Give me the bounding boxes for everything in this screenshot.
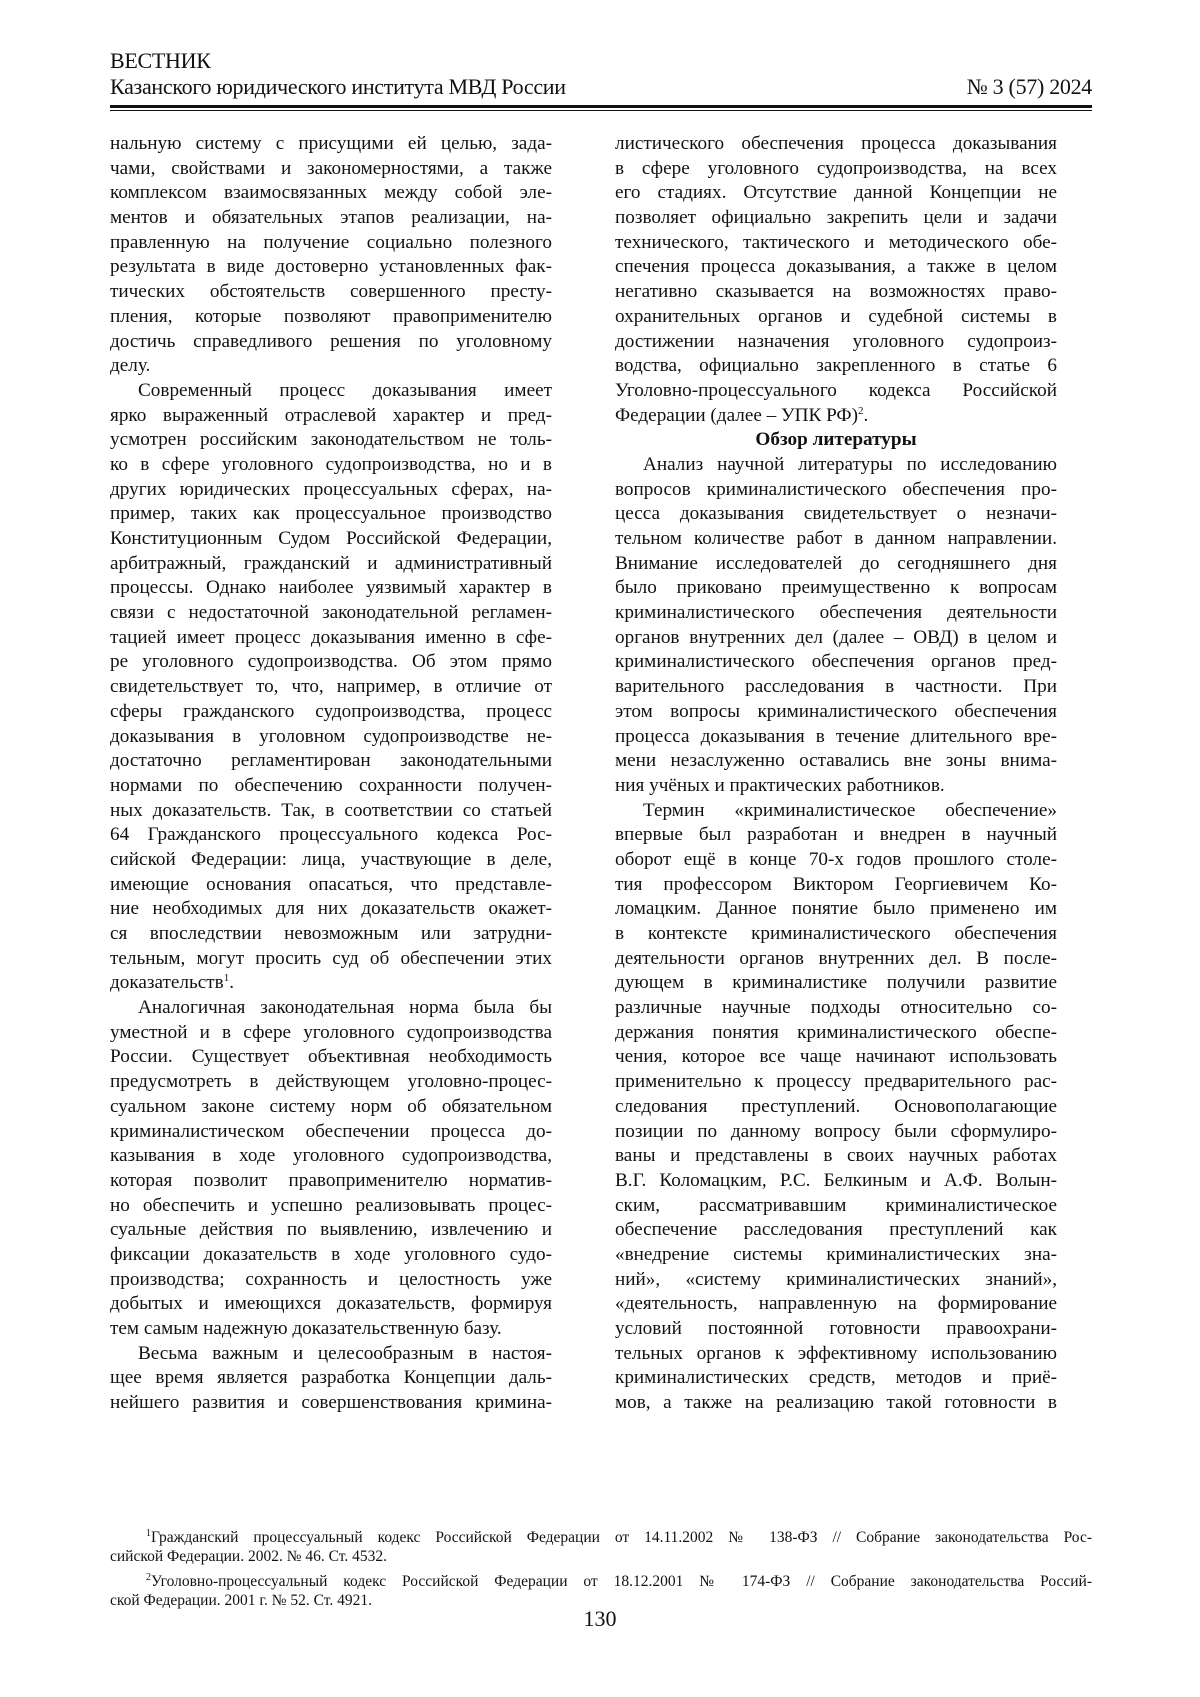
text-line: позволяет официально закрепить цели и задачи — [615, 207, 1057, 229]
text-line: водства, официально закрепленного в статье 6 — [615, 355, 1057, 377]
footnote-1-cont: сийской Федерации. 2002. № 46. Ст. 4532. — [110, 1548, 387, 1565]
text-line: тельных органов к эффективному использованию — [615, 1342, 1057, 1364]
journal-subtitle-row — [110, 74, 1092, 100]
footnote-number: 1 — [146, 1528, 151, 1539]
text-line: тем самым надежную доказательственную базу. — [110, 1318, 502, 1339]
text-line: условий постоянной готовности правоохрани- — [615, 1318, 1057, 1339]
text-line: но обеспечить и успешно реализовывать процес- — [110, 1194, 552, 1216]
text-line: применительно к процессу предварительного рас- — [615, 1071, 1057, 1093]
text-line: спечения процесса доказывания, а также в целом — [615, 256, 1057, 278]
text-line: суальном законе систему норм об обязательном — [110, 1095, 552, 1117]
text-line: дующем в криминалистике получили развитие — [615, 972, 1057, 994]
text-line: В.Г. Коломацким, Р.С. Белкиным и А.Ф. Волын- — [615, 1169, 1057, 1191]
text-line: негативно сказывается на возможностях право- — [615, 281, 1057, 303]
text-line: впервые был разработан и внедрен в научный — [615, 824, 1057, 846]
text-line: в контексте криминалистического обеспечения — [615, 923, 1057, 944]
text-line: имеющие основания опасаться, что представле- — [110, 873, 552, 895]
text-line: технического, тактического и методического обе- — [615, 231, 1057, 253]
text-line: 64 Гражданского процессуального кодекса Рос- — [110, 824, 552, 846]
text-line: деятельности органов внутренних дел. В после- — [615, 947, 1057, 969]
left-column — [110, 132, 552, 1416]
text-line: было приковано преимущественно к вопросам — [615, 577, 1057, 599]
text-line: арбитражный, гражданский и административный — [110, 552, 552, 574]
footnote-number: 2 — [146, 1572, 151, 1583]
text-line: достичь справедливого решения по уголовному — [110, 330, 552, 352]
text-line: «внедрение системы криминалистических зна- — [615, 1243, 1057, 1265]
header-rule-thick — [110, 105, 1092, 108]
footnote-ref-2[interactable]: 2 — [857, 404, 864, 417]
text-line: других юридических процессуальных сферах, на- — [110, 478, 552, 500]
text-line: органов внутренних дел (далее – ОВД) в целом и — [615, 626, 1057, 648]
text-line: «деятельность, направленную на формирование — [615, 1293, 1057, 1315]
text-line: предусмотреть в действующем уголовно-процес- — [110, 1071, 552, 1093]
text-line: щее время является разработка Концепции даль- — [110, 1367, 552, 1389]
text-line: ваны и представлены в своих научных работах — [615, 1145, 1057, 1167]
text-line: сийской Федерации: лица, участвующие в деле, — [110, 848, 552, 870]
text-line: ским, рассматривавшим криминалистическое — [615, 1194, 1057, 1216]
paragraph-start: Современный процесс доказывания имеет — [138, 379, 552, 401]
text-line: достижении назначения уголовного судопроиз- — [615, 330, 1057, 352]
text-line: добытых и имеющихся доказательств, формируя — [110, 1293, 552, 1315]
text-line: ных доказательств. Так, в соответствии со статьей — [110, 799, 552, 821]
text-line: комплексом взаимосвязанных между собой эле- — [110, 182, 552, 204]
text-line: ломацким. Данное понятие было применено им — [615, 898, 1057, 920]
text-line: этом вопросы криминалистического обеспечения — [615, 700, 1057, 722]
text-line: достаточно регламентирован законодательными — [110, 750, 552, 772]
text-line: Конституционным Судом Российской Федерации, — [110, 528, 552, 549]
text-line: нейшего развития и совершенствования кримина- — [110, 1392, 552, 1414]
text-line: ре уголовного судопроизводства. Об этом прямо — [110, 651, 552, 673]
text-line: в сфере уголовного судопроизводства, на всех — [615, 157, 1057, 179]
text-line: процессы. Однако наиболее уязвимый характер в — [110, 577, 552, 599]
text-line: ний», «систему криминалистических знаний», — [615, 1268, 1057, 1290]
text-line: ние необходимых для них доказательств окажет- — [110, 898, 552, 920]
text-line: тельным, могут просить суд об обеспечении этих — [110, 947, 552, 969]
text-line: казывания в ходе уголовного судопроизводства, — [110, 1145, 552, 1167]
text-line: вопросов криминалистического обеспечения про- — [615, 478, 1057, 500]
footnote-2-cont: ской Федерации. 2001 г. № 52. Ст. 4921. — [110, 1592, 373, 1609]
text-line: пример, таких как процессуальное производство — [110, 503, 552, 525]
text-line: результата в виде достоверно установленных фак- — [110, 256, 552, 278]
text-line: охранительных органов и судебной системы в — [615, 305, 1057, 327]
text-line: оборот ещё в конце 70-х годов прошлого столе- — [615, 848, 1057, 870]
text-line: варительного расследования в частности. При — [615, 676, 1057, 698]
text-line: мов, а также на реализацию такой готовности в — [615, 1392, 1057, 1414]
text-line: фиксации доказательств в ходе уголовного судо- — [110, 1243, 552, 1265]
text-line: пления, которые позволяют правоприменителю — [110, 305, 552, 327]
text-line: тических обстоятельств совершенного престу- — [110, 281, 552, 303]
paragraph-start: Аналогичная законодательная норма была бы — [138, 997, 552, 1019]
journal-subtitle: Казанского юридического института МВД России — [110, 74, 566, 99]
text-line: чами, свойствами и закономерностями, а также — [110, 157, 552, 179]
text-line: правленную на получение социально полезного — [110, 231, 552, 253]
text-line: мени незаслуженно оставались вне зоны внима- — [615, 750, 1057, 772]
text-line: чения, которое все чаще начинают использовать — [615, 1046, 1057, 1068]
text-line: его стадиях. Отсутствие данной Концепции не — [615, 182, 1057, 204]
paragraph-start: Весьма важным и целесообразным в настоя- — [138, 1342, 552, 1364]
text-line: позиции по данному вопросу были сформулиро- — [615, 1120, 1057, 1142]
text-line: связи с недостаточной законодательной регламен- — [110, 602, 552, 624]
text-line: тия профессором Виктором Георгиевичем Ко- — [615, 873, 1057, 895]
text-line: доказательств$^1$. — [110, 972, 234, 994]
text-line: листического обеспечения процесса доказывания — [615, 133, 1057, 154]
footnote-2: $^2$Уголовно-процессуальный кодекс Российской Федерации от 18.12.2001 № 174-ФЗ // Собрание законодательства Россий- — [146, 1572, 1092, 1590]
text-line: ся впоследствии невозможным или затрудни- — [110, 923, 552, 944]
text-line: России. Существует объективная необходимость — [110, 1046, 552, 1068]
text-line: различные научные подходы относительно со- — [615, 997, 1057, 1019]
text-line: криминалистического обеспечения деятельности — [615, 602, 1057, 624]
paragraph-start: Анализ научной литературы по исследованию — [643, 453, 1057, 475]
text-line: криминалистического обеспечения органов пред- — [615, 651, 1057, 673]
text-line: ментов и обязательных этапов реализации, на- — [110, 207, 552, 229]
header-rule-thin — [110, 110, 1092, 111]
text-line: следования преступлений. Основополагающие — [615, 1095, 1057, 1117]
footnote-ref-1[interactable]: 1 — [223, 972, 230, 985]
text-line: Внимание исследователей до сегодняшнего дня — [615, 552, 1057, 574]
footnotes — [110, 1528, 1092, 1610]
journal-title: ВЕСТНИК — [110, 48, 211, 73]
text-line: доказывания в уголовном судопроизводстве не- — [110, 725, 552, 747]
text-line: свидетельствует то, что, например, в отличие от — [110, 676, 552, 698]
text-line: криминалистическом обеспечении процесса до- — [110, 1120, 552, 1142]
text-line: цесса доказывания свидетельствует о незначи- — [615, 503, 1057, 525]
text-line: ко в сфере уголовного судопроизводства, но и в — [110, 453, 552, 475]
issue-number: № 3 (57) 2024 — [966, 74, 1092, 99]
text-line: Уголовно-процессуального кодекса Российской — [615, 379, 1057, 401]
text-line: делу. — [110, 355, 151, 377]
section-heading: Обзор литературы — [755, 429, 917, 451]
text-line: нальную систему с присущими ей целью, зада- — [110, 133, 552, 154]
text-line: производства; сохранность и целостность уже — [110, 1268, 552, 1290]
text-line: держания понятия криминалистического обеспе- — [615, 1021, 1057, 1043]
text-line: Федерации (далее – УПК РФ)$^2$. — [615, 404, 869, 426]
running-header — [110, 48, 1092, 111]
text-line: нормами по обеспечению сохранности получен- — [110, 774, 552, 796]
paragraph-start: Термин «криминалистическое обеспечение» — [643, 799, 1057, 821]
text-line: тацией имеет процесс доказывания именно в сфе- — [110, 626, 552, 648]
text-line: уместной и в сфере уголовного судопроизводства — [110, 1021, 552, 1043]
text-line: сферы гражданского судопроизводства, процесс — [110, 700, 552, 722]
text-line: процесса доказывания в течение длительного вре- — [615, 725, 1057, 747]
text-line: ярко выраженный отраслевой характер и пред- — [110, 404, 552, 426]
text-line: суальные действия по выявлению, извлечению и — [110, 1219, 552, 1241]
text-line: обеспечение расследования преступлений как — [615, 1219, 1057, 1241]
text-line: криминалистических средств, методов и приё- — [615, 1367, 1057, 1389]
right-column — [615, 132, 1057, 1416]
text-line: ния учёных и практических работников. — [615, 774, 945, 796]
text-line: усмотрен российским законодательством не толь- — [110, 429, 552, 451]
page-number: 130 — [583, 1606, 617, 1631]
text-line: которая позволит правоприменителю норматив- — [110, 1169, 552, 1191]
footnote-1: $^1$Гражданский процессуальный кодекс Российской Федерации от 14.11.2002 № 138-ФЗ // Собрание законодательства Рос- — [146, 1528, 1092, 1546]
text-line: тельном количестве работ в данном направлении. — [615, 528, 1057, 549]
